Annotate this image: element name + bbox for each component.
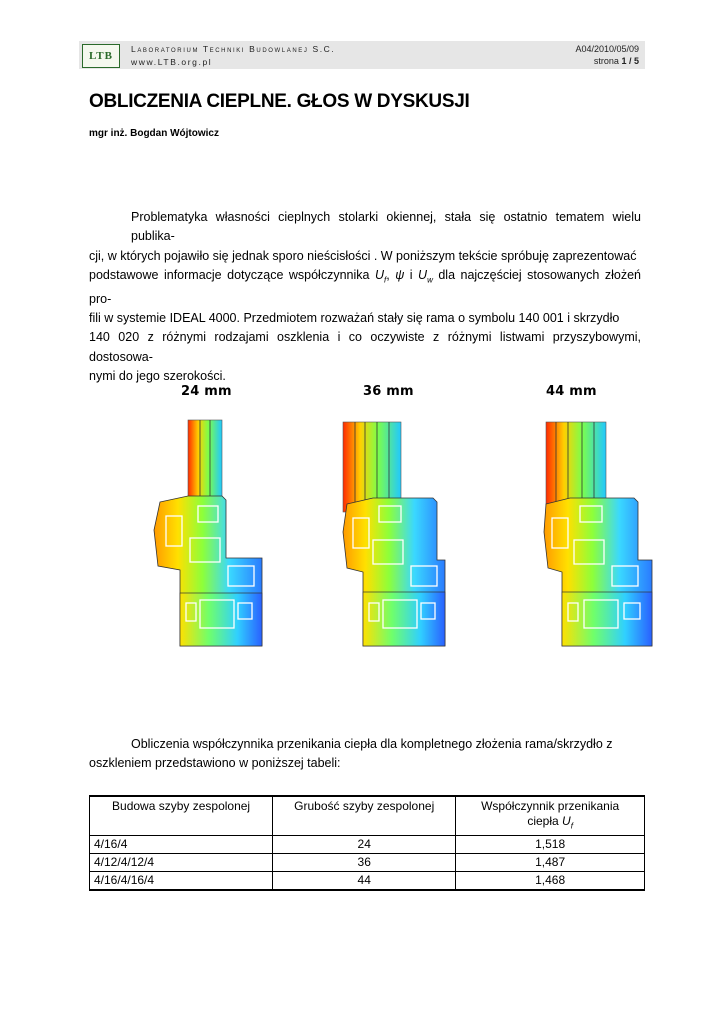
table-intro-paragraph — [89, 735, 641, 774]
website-link[interactable]: www.LTB.org.pl — [131, 57, 213, 67]
table-intro-line: oszkleniem przedstawiono w poniższej tabeli: — [89, 756, 341, 771]
table-cell: 44 — [273, 872, 456, 891]
table-cell: 4/16/4/16/4 — [90, 872, 273, 891]
table-row — [90, 836, 645, 854]
table-intro-line: Obliczenia współczynnika przenikania ciepła dla kompletnego złożenia rama/skrzydło z — [131, 737, 613, 751]
intro-line: Problematyka własności cieplnych stolarki okiennej, stała się ostatnio tematem wielu publika- — [131, 210, 641, 244]
intro-line: 140 020 z różnymi rodzajami oszklenia i co oczywiste z różnymi listwami przyszybowymi, dostosowa- — [89, 330, 641, 364]
figure-label-36mm: 36 mm — [363, 384, 414, 399]
intro-line: fili w systemie IDEAL 4000. Przedmiotem rozważań stały się rama o symbolu 140 001 i skrzydło — [89, 310, 620, 325]
table-header-row — [90, 796, 645, 836]
page-number: strona 1 / 5 — [593, 56, 639, 66]
intro-line: podstawowe informacje dotyczące współczynnika $U_f$, ψ i $U_w$ dla najczęściej stosowanych złożeń pro- — [89, 267, 641, 306]
table-row — [90, 872, 645, 891]
author: mgr inż. Bogdan Wójtowicz — [89, 128, 219, 139]
table-cell: 24 — [273, 836, 456, 854]
thermal-profile-44mm — [540, 420, 655, 650]
page-header — [79, 41, 645, 69]
thermal-profile-24mm — [150, 418, 265, 650]
ltb-logo: LTB — [82, 44, 120, 68]
thermal-profile-36mm — [333, 420, 448, 650]
intro-paragraph — [89, 208, 641, 386]
intro-line: nymi do jego szerokości. — [89, 368, 226, 383]
table-cell: 4/16/4 — [90, 836, 273, 854]
table-row — [90, 854, 645, 872]
organization-name: Laboratorium Techniki Budowlanej S.C. — [131, 44, 336, 54]
table-cell: 1,518 — [456, 836, 645, 854]
table-cell: 1,468 — [456, 872, 645, 891]
table-cell: 36 — [273, 854, 456, 872]
column-header: Współczynnik przenikania ciepła $U_f$ — [456, 796, 645, 836]
table-cell: 4/12/4/12/4 — [90, 854, 273, 872]
figure-label-44mm: 44 mm — [546, 384, 597, 399]
intro-line: cji, w których pojawiło się jednak sporo nieścisłości . W poniższym tekście spróbuję zaprezentować — [89, 248, 637, 263]
column-header: Budowa szyby zespolonej — [90, 796, 273, 836]
table-cell: 1,487 — [456, 854, 645, 872]
document-reference: A04/2010/05/09 — [575, 44, 639, 54]
page-title: OBLICZENIA CIEPLNE. GŁOS W DYSKUSJI — [89, 91, 470, 112]
column-header: Grubość szyby zespolonej — [273, 796, 456, 836]
figure-label-24mm: 24 mm — [181, 384, 232, 399]
uf-results-table — [89, 795, 645, 891]
